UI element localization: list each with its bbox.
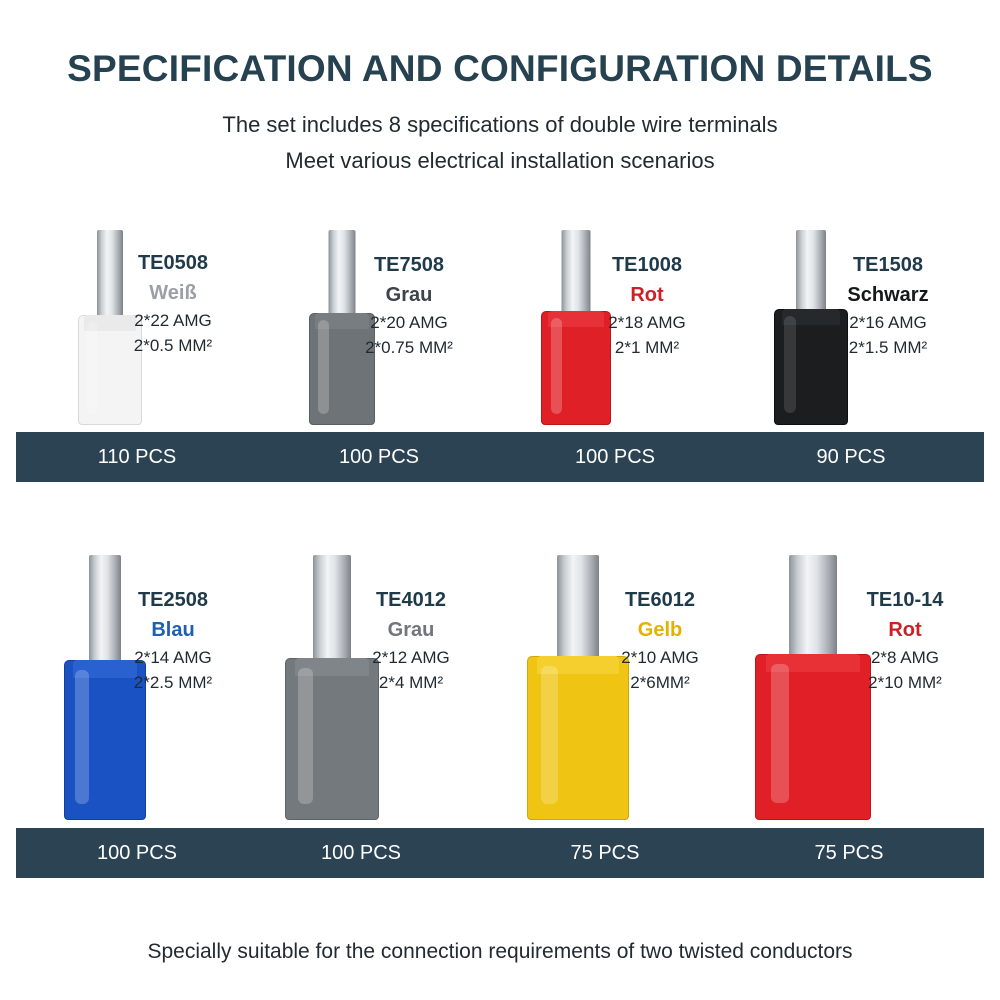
pcs-cell: 90 PCS [816,446,886,468]
terminal-color-name: Schwarz [847,284,929,306]
terminal-row-1 [0,230,1000,425]
terminal-code: TE1508 [852,254,924,276]
pcs-cell: 100 PCS [320,842,402,864]
terminal-awg: 2*18 AMG [608,313,686,332]
terminal-row-2 [0,555,1000,820]
pcs-cell: 75 PCS [814,842,884,864]
pcs-cell: 110 PCS [97,446,177,468]
terminal-color-name: Blau [151,619,195,641]
terminal-card-te7508 [262,230,512,425]
terminal-mm2: 2*0.75 MM² [365,337,453,357]
terminal-card-te0508 [20,230,270,425]
terminal-color-name: Grau [387,619,435,641]
terminal-awg: 2*10 AMG [621,648,699,667]
terminal-code: TE10-14 [866,589,944,611]
terminal-mm2: 2*6MM² [630,672,690,692]
terminal-code: TE7508 [373,254,445,276]
pcs-bar-row-2 [16,828,984,878]
subtitle-line-1: The set includes 8 specifications of double wire terminals [222,112,778,137]
terminal-color-name: Weiß [149,282,197,304]
terminal-code: TE1008 [611,254,683,276]
page-title: SPECIFICATION AND CONFIGURATION DETAILS [67,48,933,89]
terminal-code: TE0508 [137,252,209,274]
terminal-mm2: 2*1.5 MM² [848,337,928,357]
terminal-card-te10-14 [720,555,970,820]
pcs-cell: 100 PCS [574,446,656,468]
terminal-card-te1508 [735,230,985,425]
terminal-mm2: 2*2.5 MM² [133,672,213,692]
terminal-card-te4012 [240,555,490,820]
terminal-awg: 2*12 AMG [372,648,450,667]
pcs-cell: 100 PCS [338,446,420,468]
terminal-mm2: 2*4 MM² [378,672,444,692]
terminal-color-name: Rot [888,619,922,641]
terminal-awg: 2*20 AMG [370,313,448,332]
subtitle-line-2: Meet various electrical installation scenarios [285,148,715,173]
footer-note: Specially suitable for the connection requirements of two twisted conductors [147,940,853,963]
pcs-cell: 100 PCS [96,842,178,864]
terminal-awg: 2*14 AMG [134,648,212,667]
terminal-awg: 2*16 AMG [849,313,927,332]
terminal-color-name: Grau [385,284,433,306]
terminal-mm2: 2*0.5 MM² [133,335,213,355]
terminal-card-te6012 [485,555,735,820]
pcs-bar-row-1 [16,432,984,482]
terminal-card-te2508 [10,555,260,820]
terminal-awg: 2*22 AMG [134,311,212,330]
terminal-code: TE6012 [624,589,696,611]
terminal-code: TE4012 [375,589,447,611]
terminal-awg: 2*8 AMG [870,648,940,667]
terminal-color-name: Rot [630,284,664,306]
terminal-color-name: Gelb [637,619,683,641]
terminal-mm2: 2*1 MM² [614,337,680,357]
terminal-code: TE2508 [137,589,209,611]
terminal-mm2: 2*10 MM² [868,672,942,692]
terminal-card-te1008 [498,230,748,425]
pcs-cell: 75 PCS [570,842,640,864]
